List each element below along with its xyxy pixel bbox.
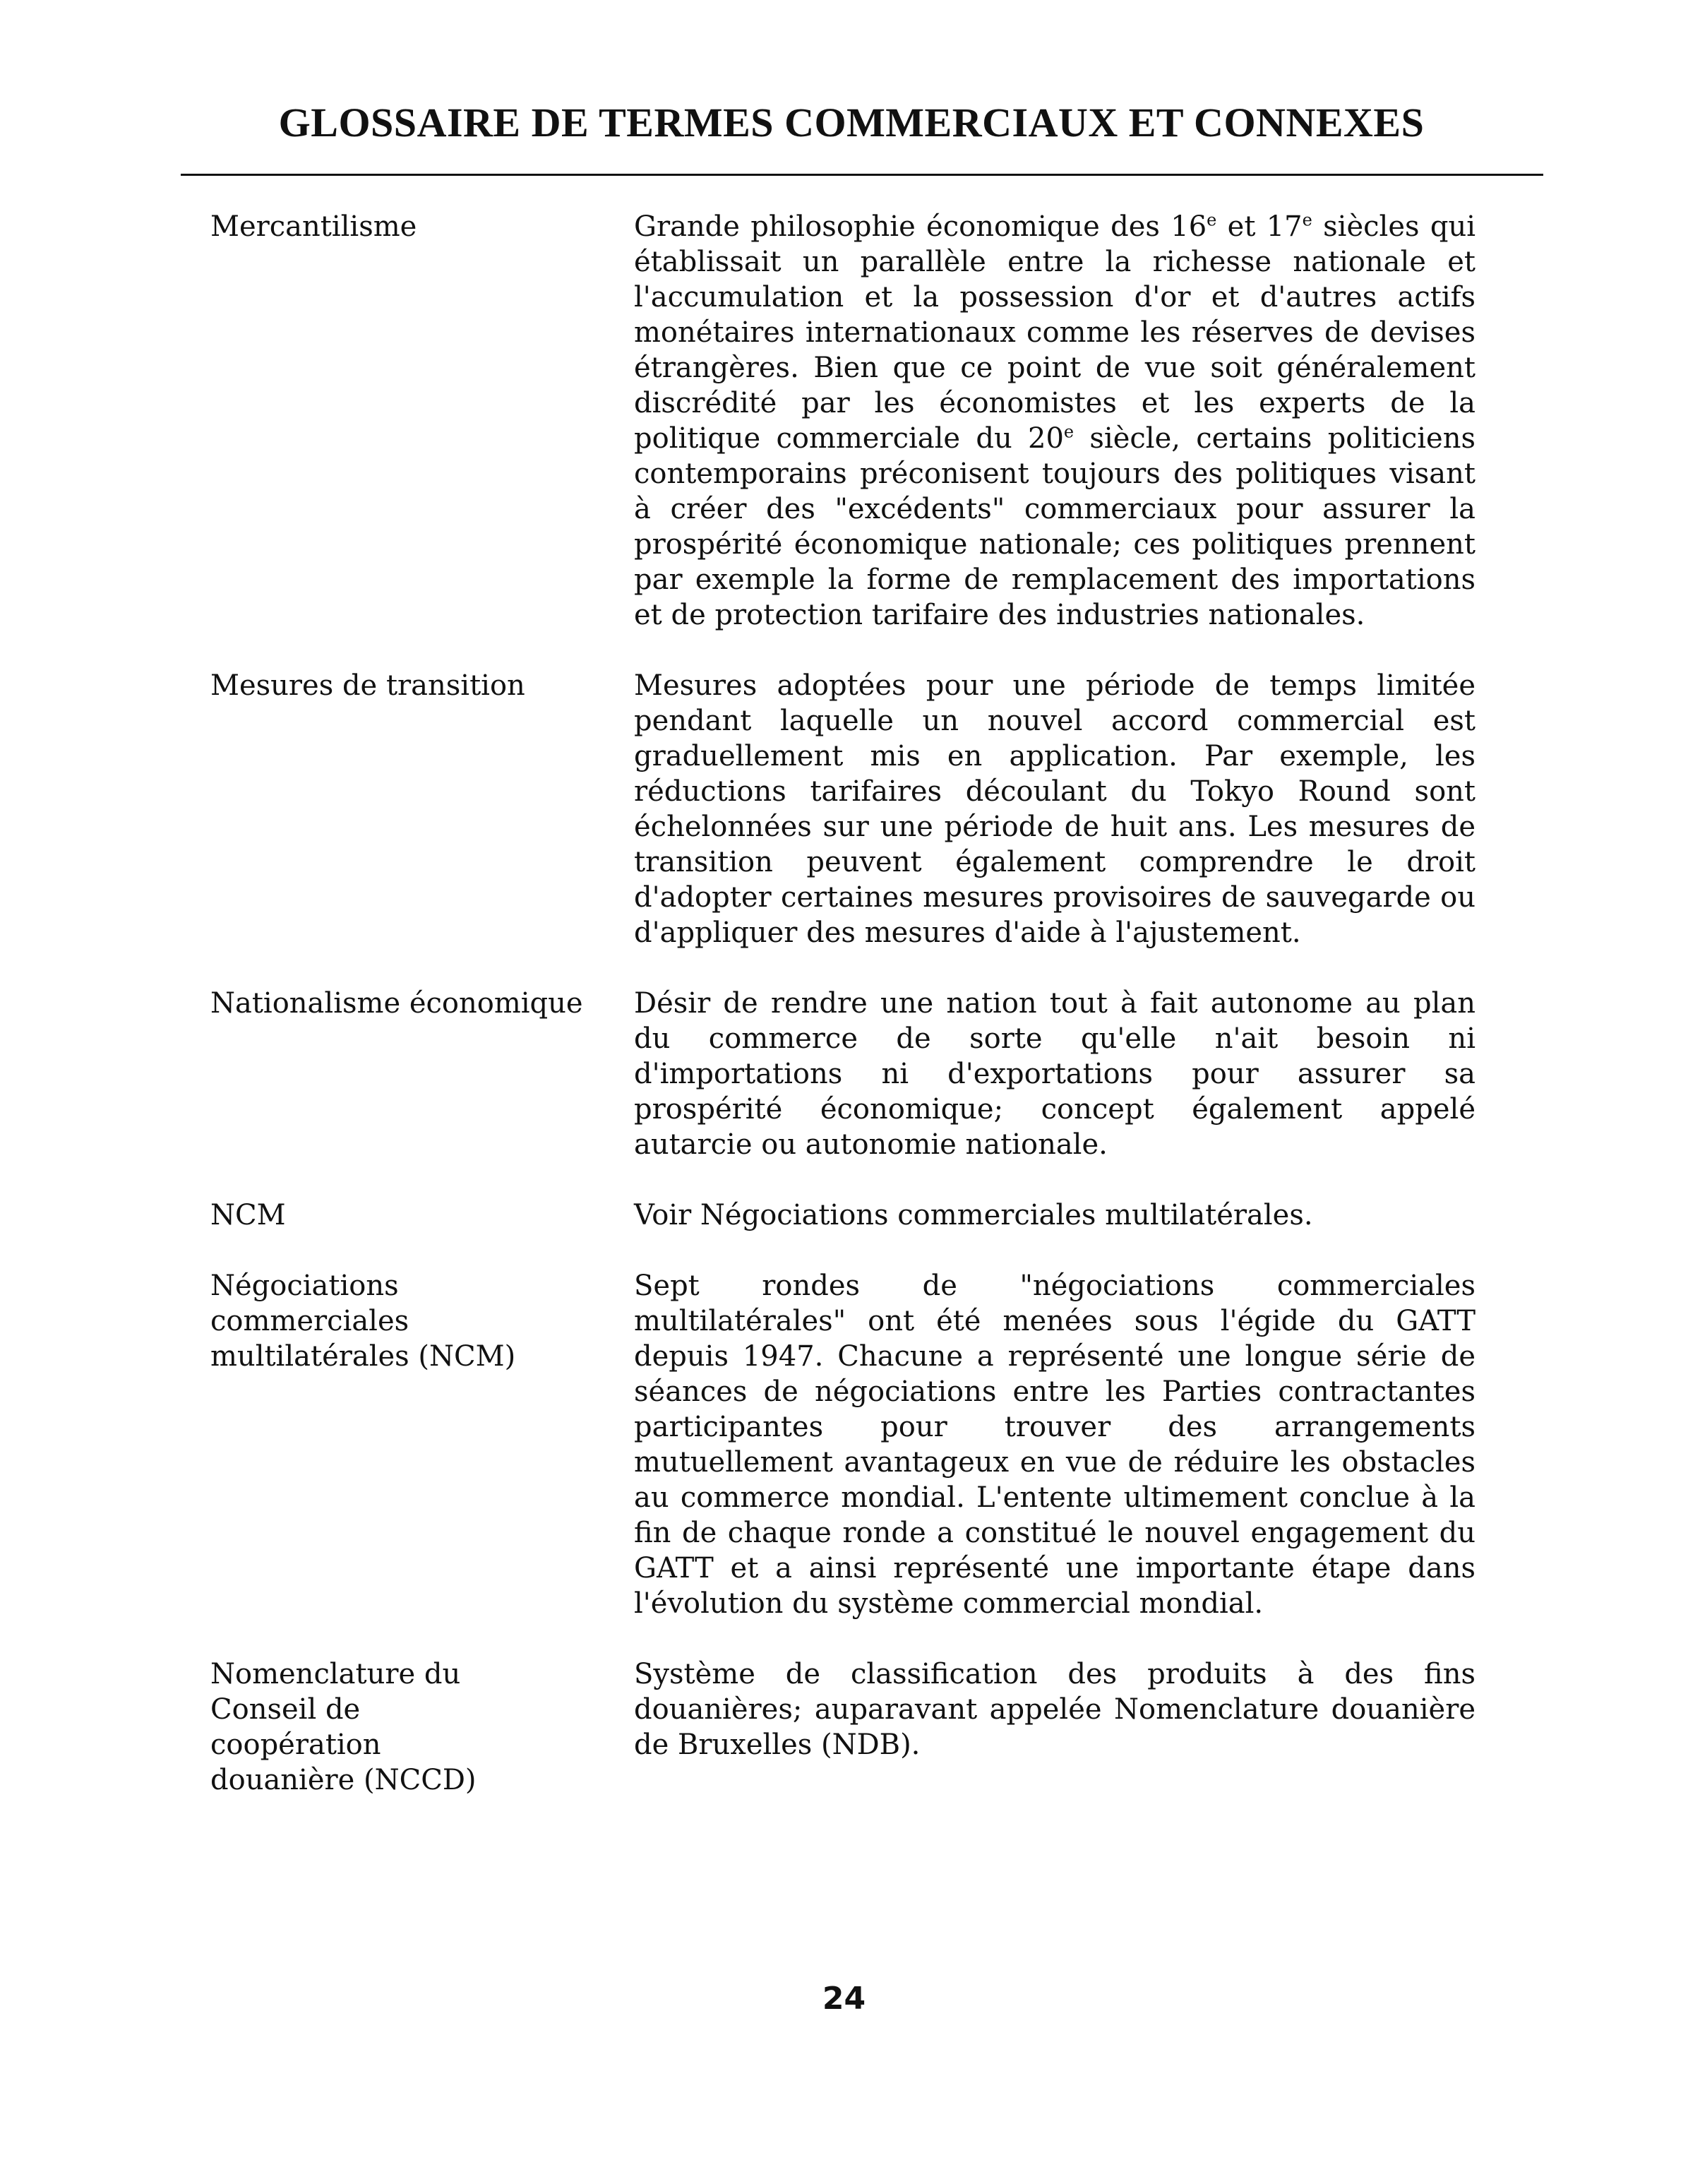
glossary-definition: Voir Négociations commerciales multilatérales. [634,1199,1313,1231]
glossary-term: NCM [210,1199,286,1231]
glossary-definition: Désir de rendre une nation tout à fait autonome au plan du commerce de sorte qu'elle n'ait besoin ni d'importations ni d'exportations pour assurer sa prospérité économique; concept également appelé autarcie ou autonomie nationale. [634,987,1475,1161]
glossary-entry [210,668,1481,950]
glossary-term: Négociations commerciales multilatérales (NCM) [210,1270,516,1373]
glossary-entries [210,209,1481,1798]
glossary-entry [210,1198,1481,1233]
glossary-entry [210,209,1481,633]
title-divider [181,174,1543,176]
glossary-term: Mercantilisme [210,210,417,243]
glossary-term: Nomenclature du Conseil de coopération douanière (NCCD) [210,1658,477,1796]
glossary-definition: Système de classification des produits à des fins douanières; auparavant appelée Nomenclature douanière de Bruxelles (NDB). [634,1658,1475,1761]
glossary-entry [210,1268,1481,1621]
page-number: 24 [822,1981,866,2017]
glossary-entry [210,1657,1481,1798]
page-title: GLOSSAIRE DE TERMES COMMERCIAUX ET CONNEXES [278,100,1425,145]
glossary-term: Nationalisme économique [210,987,583,1020]
glossary-entry [210,986,1481,1162]
glossary-definition: Sept rondes de "négociations commerciales multilatérales" ont été menées sous l'égide du GATT depuis 1947. Chacune a représenté une longue série de séances de négociations entre les Parties contractantes participantes pour trouver des arrangements mutuellement avantageux en vue de réduire les obstacles au commerce mondial. L'entente ultimement conclue à la fin de chaque ronde a constitué le nouvel engagement du GATT et a ainsi représenté une importante étape dans l'évolution du système commercial mondial. [634,1270,1475,1620]
glossary-definition: Mesures adoptées pour une période de temps limitée pendant laquelle un nouvel accord commercial est graduellement mis en application. Par exemple, les réductions tarifaires découlant du Tokyo Round sont échelonnées sur une période de huit ans. Les mesures de transition peuvent également comprendre le droit d'adopter certaines mesures provisoires de sauvegarde ou d'appliquer des mesures d'aide à l'ajustement. [634,669,1475,949]
glossary-term: Mesures de transition [210,669,525,702]
glossary-definition: Grande philosophie économique des 16e et 17e siècles qui établissait un parallèle entre la richesse nationale et l'accumulation et la possession d'or et d'autres actifs monétaires internationaux comme les réserves de devises étrangères. Bien que ce point de vue soit généralement discrédité par les économistes et les experts de la politique commerciale du 20e siècle, certains politiciens contemporains préconisent toujours des politiques visant à créer des "excédents" commerciaux pour assurer la prospérité économique nationale; ces politiques prennent par exemple la forme de remplacement des importations et de protection tarifaire des industries nationales. [634,210,1475,631]
